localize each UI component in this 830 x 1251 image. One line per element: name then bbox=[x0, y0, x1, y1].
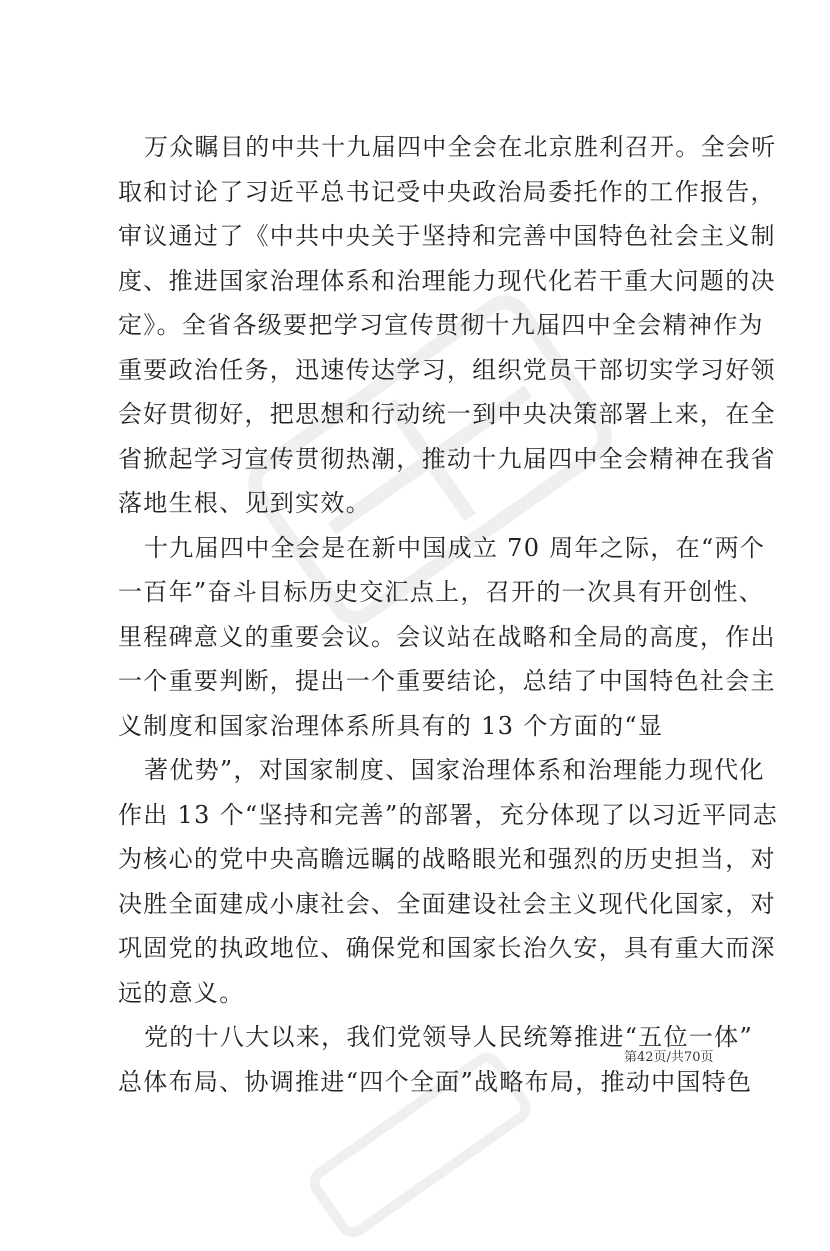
text-line: 度、推进国家治理体系和治理能力现代化若干重大问题的决 bbox=[118, 266, 776, 295]
text-line: 省掀起学习宣传贯彻热潮，推动十九届四中全会精神在我省 bbox=[118, 444, 776, 473]
text-line: 重要政治任务，迅速传达学习，组织党员干部切实学习好领 bbox=[118, 355, 776, 384]
text-line: 决胜全面建成小康社会、全面建设社会主义现代化国家，对 bbox=[118, 889, 776, 918]
text-line: 义制度和国家治理体系所具有的 13 个方面的“显 bbox=[118, 711, 664, 740]
text-line: 定》。全省各级要把学习宣传贯彻十九届四中全会精神作为 bbox=[118, 311, 764, 339]
text-line: 万众瞩目的中共十九届四中全会在北京胜利召开。全会听 bbox=[144, 133, 777, 161]
text-line: 里程碑意义的重要会议。会议站在战略和全局的高度，作出 bbox=[118, 622, 776, 651]
text-line: 总体布局、协调推进“四个全面”战略布局，推动中国特色 bbox=[118, 1067, 753, 1096]
text-line: 审议通过了《中共中央关于坚持和完善中国特色社会主义制 bbox=[118, 222, 776, 250]
text-line: 落地生根、见到实效。 bbox=[118, 489, 371, 517]
text-line: 十九届四中全会是在新中国成立 70 周年之际，在“两个 bbox=[144, 533, 766, 562]
text-line: 著优势”，对国家制度、国家治理体系和治理能力现代化 bbox=[144, 756, 765, 784]
text-line: 作出 13 个“坚持和完善”的部署，充分体现了以习近平同志 bbox=[118, 800, 779, 829]
text-line: 远的意义。 bbox=[118, 978, 245, 1007]
text-line: 会好贯彻好，把思想和行动统一到中央决策部署上来，在全 bbox=[118, 400, 776, 428]
document-body bbox=[118, 125, 779, 1104]
page-number: 第42页/共70页 bbox=[624, 1050, 714, 1065]
text-line: 巩固党的执政地位、确保党和国家长治久安，具有重大而深 bbox=[118, 934, 776, 962]
text-line: 为核心的党中央高瞻远瞩的战略眼光和强烈的历史担当，对 bbox=[118, 845, 776, 873]
text-line: 一个重要判断，提出一个重要结论，总结了中国特色社会主 bbox=[118, 667, 776, 695]
text-line: 取和讨论了习近平总书记受中央政治局委托作的工作报告， bbox=[118, 177, 776, 206]
text-line: 一百年”奋斗目标历史交汇点上，召开的一次具有开创性、 bbox=[118, 578, 765, 606]
text-line: 党的十八大以来，我们党领导人民统筹推进“五位一体” bbox=[144, 1023, 754, 1051]
